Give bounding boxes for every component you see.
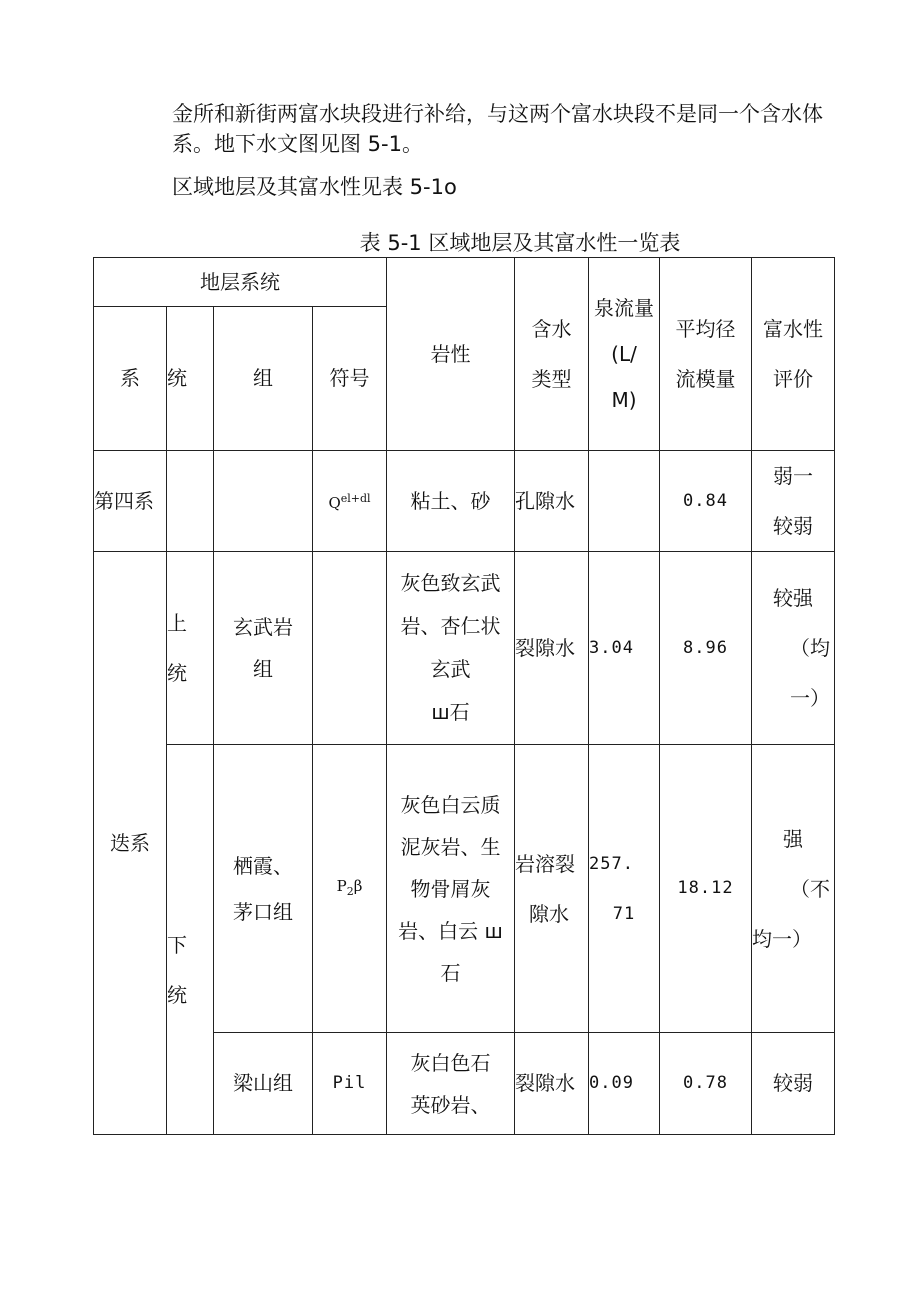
cell-lithology-line-3: 物骨屑灰 <box>410 876 491 901</box>
cell-system-permian: 迭系 <box>94 552 167 1135</box>
cell-richness-line-3: 一） <box>790 686 830 710</box>
cell-lithology-line-5: 石 <box>440 960 461 985</box>
cell-richness-line-1: 较强 <box>773 586 813 610</box>
cell-water-type <box>515 745 589 1033</box>
symbol-base: Q <box>328 494 341 512</box>
cell-formation-line-1: 玄武岩 <box>233 615 293 639</box>
cell-spring-flow: 0.09 <box>589 1033 660 1135</box>
cell-water-type-line-2: 隙水 <box>529 901 569 926</box>
header-system: 系 <box>94 307 167 451</box>
cell-formation <box>214 552 313 745</box>
cell-series-line-1: 上 <box>167 611 187 635</box>
cell-lithology-line-1: 灰色白云质 <box>400 792 501 817</box>
cell-richness-line-2: （不 <box>790 876 830 901</box>
cell-richness <box>752 745 835 1033</box>
header-symbol: 符号 <box>313 307 387 451</box>
cell-spring-flow-line-2: 71 <box>612 903 636 924</box>
header-spring-flow-line-2: (L/ <box>611 342 637 366</box>
cell-runoff-modulus: 0.78 <box>660 1033 752 1135</box>
cell-formation-line-2: 组 <box>253 657 273 681</box>
cell-richness-line-2: （均 <box>790 636 830 660</box>
cell-formation: 梁山组 <box>214 1033 313 1135</box>
header-formation: 组 <box>214 307 313 451</box>
paragraph-1: 金所和新街两富水块段进行补给，与这两个富水块段不是同一个含水体系。地下水文图见图 5-1。 <box>172 102 823 156</box>
header-water-type-line-2: 类型 <box>531 367 572 391</box>
cell-series <box>167 745 214 1135</box>
header-spring-flow-line-1: 泉流量 <box>594 296 654 320</box>
header-richness-line-1: 富水性 <box>763 317 823 341</box>
header-runoff-modulus <box>660 258 752 451</box>
cell-richness: 较弱 <box>752 1033 835 1135</box>
cell-richness-line-2: 较弱 <box>773 514 813 538</box>
cell-spring-flow: 3.04 <box>589 552 660 745</box>
cell-richness-line-1: 弱一 <box>773 464 813 488</box>
cell-richness <box>752 451 835 552</box>
cell-series-line-2: 统 <box>167 661 187 685</box>
header-richness-line-2: 评价 <box>773 367 813 391</box>
header-richness <box>752 258 835 451</box>
header-water-type-line-1: 含水 <box>531 317 572 341</box>
cell-runoff-modulus: 8.96 <box>660 552 752 745</box>
cell-symbol <box>313 552 387 745</box>
cell-lithology-line-4: ш石 <box>431 700 470 724</box>
symbol-subscript: 2 <box>346 884 354 898</box>
cell-formation <box>214 745 313 1033</box>
cell-spring-flow <box>589 745 660 1033</box>
cell-richness <box>752 552 835 745</box>
symbol-tail: β <box>353 876 363 895</box>
paragraph-2: 区域地层及其富水性见表 5-1o <box>172 175 457 199</box>
cell-series <box>167 552 214 745</box>
cell-spring-flow-line-1: 257. <box>589 853 634 874</box>
cell-symbol: Pil <box>313 1033 387 1135</box>
cell-runoff-modulus: 0.84 <box>660 451 752 552</box>
symbol-base: P <box>336 876 347 895</box>
cell-lithology-line-1: 灰白色石 <box>410 1050 491 1075</box>
cell-system: 第四系 <box>94 451 167 552</box>
cell-richness-line-3: 均一） <box>752 926 812 951</box>
cell-symbol <box>313 451 387 552</box>
cell-lithology-line-4: 岩、白云 ш <box>398 918 503 943</box>
symbol-superscript: el+dl <box>340 492 371 505</box>
header-strata-system: 地层系统 <box>94 258 387 307</box>
table-row-upper-series <box>94 552 835 745</box>
cell-spring-flow <box>589 451 660 552</box>
cell-water-type-line-1: 岩溶裂 <box>515 851 575 876</box>
header-water-type <box>515 258 589 451</box>
cell-runoff-modulus: 18.12 <box>660 745 752 1033</box>
cell-lithology-line-2: 英砂岩、 <box>410 1092 491 1117</box>
header-series: 统 <box>167 307 214 451</box>
table-row-quaternary <box>94 451 835 552</box>
cell-lithology <box>387 1033 515 1135</box>
strata-table <box>93 257 835 1135</box>
cell-lithology-line-1: 灰色致玄武 <box>400 571 501 595</box>
table-caption: 表 5-1 区域地层及其富水性一览表 <box>359 231 681 255</box>
table-row-lower-series <box>94 745 835 1033</box>
cell-water-type: 孔隙水 <box>515 451 589 552</box>
cell-formation <box>214 451 313 552</box>
cell-symbol <box>313 745 387 1033</box>
cell-series-line-2: 统 <box>167 982 187 1007</box>
header-lithology: 岩性 <box>387 258 515 451</box>
cell-series-line-1: 下 <box>167 932 187 957</box>
cell-formation-line-1: 栖霞、 <box>233 853 293 878</box>
cell-series <box>167 451 214 552</box>
cell-lithology-line-2: 岩、杏仁状 <box>400 614 501 638</box>
header-runoff-modulus-line-1: 平均径 <box>675 317 736 341</box>
header-spring-flow <box>589 258 660 451</box>
header-runoff-modulus-line-2: 流模量 <box>675 367 736 391</box>
header-spring-flow-line-3: M) <box>611 388 637 412</box>
cell-lithology-line-3: 玄武 <box>430 657 471 681</box>
header-row-1 <box>94 258 835 307</box>
cell-formation-line-2: 茅口组 <box>233 899 293 924</box>
cell-lithology: 粘土、砂 <box>387 451 515 552</box>
cell-lithology <box>387 745 515 1033</box>
cell-water-type: 裂隙水 <box>515 552 589 745</box>
cell-richness-line-1: 强 <box>783 826 803 851</box>
cell-water-type: 裂隙水 <box>515 1033 589 1135</box>
cell-lithology <box>387 552 515 745</box>
cell-lithology-line-2: 泥灰岩、生 <box>400 834 501 859</box>
